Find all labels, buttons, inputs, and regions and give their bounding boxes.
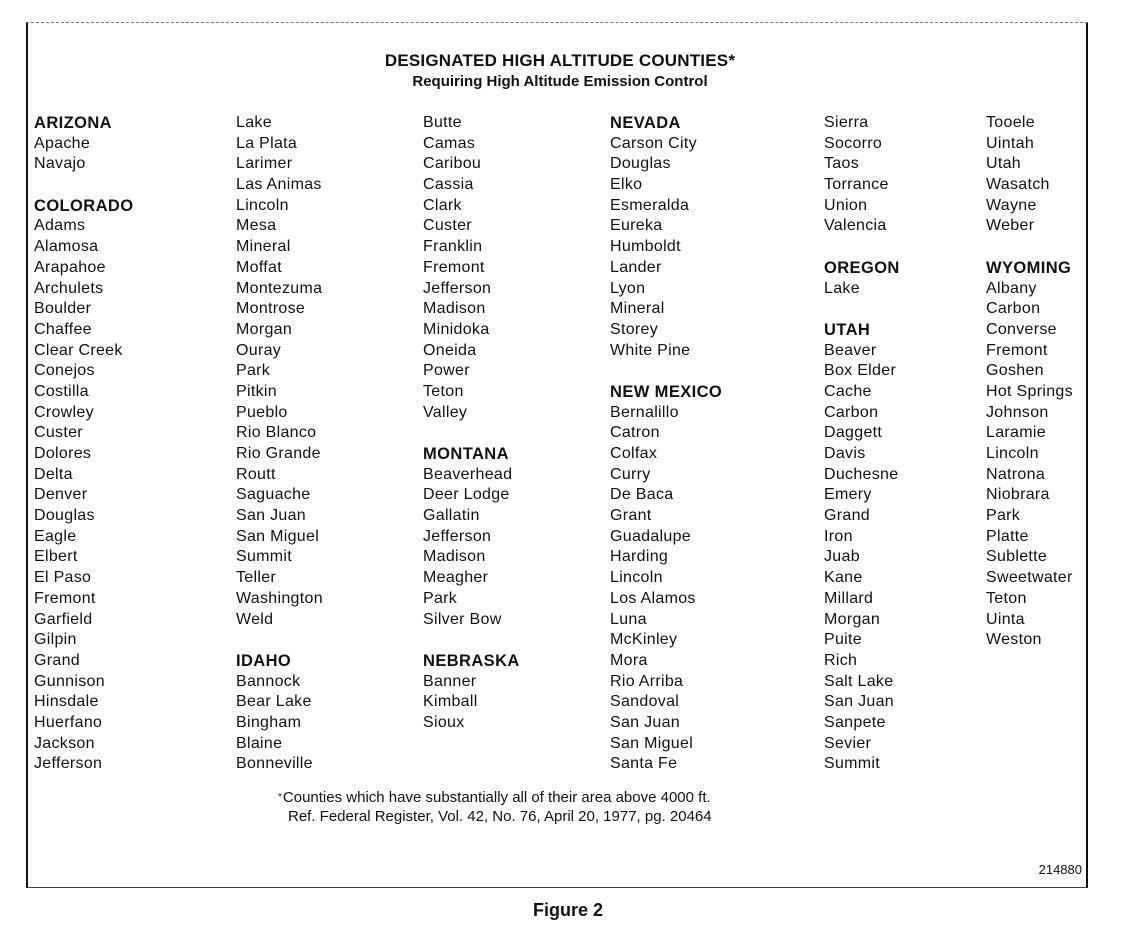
county-name: Sanpete — [824, 713, 886, 731]
county-name: Pueblo — [236, 403, 288, 421]
county-column-4 — [610, 113, 722, 775]
county-name: Power — [423, 362, 470, 380]
county-name: Rich — [824, 651, 858, 669]
state-heading: NEVADA — [610, 114, 681, 132]
county-name: Beaverhead — [423, 465, 513, 483]
footnote — [278, 788, 712, 826]
county-name: Garfield — [34, 610, 93, 628]
county-name: Davis — [824, 445, 866, 462]
footnote-reference: Ref. Federal Register, Vol. 42, No. 76, April 20, 1977, pg. 20464 — [288, 808, 712, 825]
county-name: Custer — [423, 217, 472, 235]
county-name: Teller — [236, 569, 277, 587]
county-name: San Juan — [236, 507, 307, 525]
county-name: Elko — [610, 176, 643, 194]
county-name: Beaver — [824, 341, 877, 359]
county-column-5 — [824, 113, 900, 775]
county-name: Meagher — [423, 569, 489, 587]
county-name: Park — [236, 362, 271, 380]
county-name: Crowley — [34, 403, 94, 421]
county-name: McKinley — [610, 631, 678, 649]
county-name: Iron — [824, 527, 853, 545]
footnote-line-1 — [278, 788, 712, 807]
figure-caption: Figure 2 — [532, 900, 603, 920]
county-name: Chaffee — [34, 320, 92, 338]
county-name: Teton — [423, 382, 464, 400]
county-name: White Pine — [610, 341, 691, 359]
county-name: Rio Grande — [236, 445, 321, 462]
county-name: Routt — [236, 465, 276, 483]
county-name: Wayne — [986, 196, 1037, 214]
county-name: Emery — [824, 486, 872, 504]
state-group — [423, 113, 520, 423]
county-name: Hinsdale — [34, 693, 99, 711]
county-name: Valley — [423, 403, 468, 421]
county-name: Grand — [824, 507, 870, 525]
county-name: Madison — [423, 548, 486, 566]
state-heading: WYOMING — [986, 258, 1072, 277]
county-name: Bonneville — [236, 755, 313, 773]
county-name: Teton — [986, 589, 1027, 607]
state-group — [986, 113, 1073, 237]
county-name: Larimer — [236, 155, 293, 173]
county-name: Arapahoe — [34, 258, 106, 276]
county-name: Converse — [986, 320, 1057, 338]
county-name: Jackson — [34, 734, 95, 752]
county-name: Sublette — [986, 548, 1048, 566]
county-name: Uintah — [986, 134, 1035, 152]
state-group — [986, 258, 1073, 651]
county-name: Dolores — [34, 445, 92, 462]
footnote-mark: * — [278, 792, 282, 803]
county-name: San Juan — [824, 693, 895, 711]
figure-frame — [26, 22, 1088, 888]
county-name: Platte — [986, 527, 1029, 545]
county-name: Torrance — [824, 176, 889, 194]
county-name: Gallatin — [423, 507, 480, 525]
state-group — [610, 113, 722, 361]
county-name: San Juan — [610, 713, 681, 731]
county-name: Lyon — [610, 279, 646, 297]
county-name: Luna — [610, 610, 647, 628]
county-name: Morgan — [824, 610, 881, 628]
county-name: Union — [824, 196, 868, 214]
county-name: Lincoln — [986, 445, 1039, 462]
county-name: Boulder — [34, 300, 92, 318]
county-name: Moffat — [236, 258, 282, 276]
county-name: Deer Lodge — [423, 486, 510, 504]
county-name: Blaine — [236, 734, 283, 752]
county-column-6 — [986, 113, 1073, 651]
county-name: Apache — [34, 134, 91, 152]
state-heading: NEW MEXICO — [610, 382, 723, 401]
county-name: Bernalillo — [610, 403, 679, 421]
county-name: Madison — [423, 300, 486, 318]
county-name: Valencia — [824, 217, 887, 235]
county-name: Alamosa — [34, 238, 99, 256]
county-name: Mineral — [610, 300, 665, 318]
county-name: Montezuma — [236, 279, 323, 297]
county-name: Goshen — [986, 362, 1044, 380]
state-heading: ARIZONA — [34, 114, 112, 132]
state-heading: NEBRASKA — [423, 651, 520, 670]
county-name: Carbon — [824, 403, 879, 421]
state-group — [824, 258, 900, 299]
county-name: Colfax — [610, 445, 658, 462]
county-name: Sioux — [423, 713, 465, 731]
county-name: Sierra — [824, 114, 869, 131]
county-column-3 — [423, 113, 520, 734]
state-group — [610, 382, 722, 775]
county-name: Utah — [986, 155, 1021, 173]
county-name: Park — [986, 507, 1021, 525]
county-name: Fremont — [986, 341, 1048, 359]
county-name: Carbon — [986, 300, 1041, 318]
county-name: Rio Arriba — [610, 672, 684, 690]
footnote-text: Counties which have substantially all of their area above 4000 ft. — [282, 789, 711, 806]
county-name: Santa Fe — [610, 755, 678, 773]
county-name: Morgan — [236, 320, 293, 338]
county-name: Bannock — [236, 672, 301, 690]
state-heading: IDAHO — [236, 651, 292, 670]
county-name: Ouray — [236, 341, 282, 359]
county-name: Daggett — [824, 424, 883, 442]
county-name: Mora — [610, 651, 648, 669]
county-name: Laramie — [986, 424, 1046, 442]
county-name: Gunnison — [34, 672, 105, 690]
county-name: Las Animas — [236, 176, 322, 194]
county-name: Summit — [824, 755, 881, 773]
county-name: Carson City — [610, 134, 697, 152]
county-name: Fremont — [34, 589, 96, 607]
page-title: DESIGNATED HIGH ALTITUDE COUNTIES* — [384, 51, 736, 70]
county-name: Fremont — [423, 258, 485, 276]
county-name: Navajo — [34, 155, 86, 173]
county-name: Denver — [34, 486, 88, 504]
county-name: Weber — [986, 217, 1035, 235]
county-name: Jefferson — [34, 755, 103, 773]
county-name: Washington — [236, 589, 323, 607]
county-name: Conejos — [34, 362, 95, 380]
county-name: Jefferson — [423, 527, 492, 545]
state-heading: UTAH — [824, 320, 871, 339]
county-name: San Miguel — [236, 527, 320, 545]
county-name: Lake — [236, 114, 272, 131]
county-name: Natrona — [986, 465, 1046, 483]
county-column-1 — [34, 113, 133, 775]
county-name: Caribou — [423, 155, 482, 173]
county-name: Costilla — [34, 382, 89, 400]
county-name: Lake — [824, 279, 860, 297]
county-name: Cassia — [423, 176, 474, 194]
county-name: Niobrara — [986, 486, 1050, 504]
county-name: Eagle — [34, 527, 77, 545]
state-group — [236, 651, 323, 775]
county-name: Grant — [610, 507, 652, 525]
county-name: Custer — [34, 424, 83, 442]
county-name: Wasatch — [986, 176, 1050, 194]
county-name: Puite — [824, 631, 862, 649]
county-name: Lincoln — [610, 569, 663, 587]
reference-number: 214880 — [1038, 862, 1082, 877]
county-name: Kimball — [423, 693, 478, 711]
county-name: Clark — [423, 196, 462, 214]
county-name: Pitkin — [236, 382, 277, 400]
county-name: Gilpin — [34, 631, 77, 649]
county-name: Curry — [610, 465, 651, 483]
county-name: Millard — [824, 589, 874, 607]
county-name: Rio Blanco — [236, 424, 317, 442]
state-group — [423, 444, 520, 630]
county-name: Bear Lake — [236, 693, 312, 711]
county-name: Hot Springs — [986, 382, 1073, 400]
state-group — [423, 651, 520, 734]
county-name: Lincoln — [236, 196, 289, 214]
county-name: Mesa — [236, 217, 277, 235]
page-subtitle: Requiring High Altitude Emission Control — [412, 73, 708, 90]
county-name: Adams — [34, 217, 86, 235]
county-name: Camas — [423, 134, 476, 152]
county-name: Delta — [34, 465, 73, 483]
county-name: Taos — [824, 155, 859, 173]
state-group — [824, 113, 900, 237]
county-name: El Paso — [34, 569, 92, 587]
county-name: Bingham — [236, 713, 302, 731]
county-name: Elbert — [34, 548, 78, 566]
county-name: Clear Creek — [34, 341, 123, 359]
county-name: Douglas — [34, 507, 95, 525]
county-name: Park — [423, 589, 458, 607]
county-name: Franklin — [423, 238, 483, 256]
county-name: Weld — [236, 610, 274, 628]
county-name: Jefferson — [423, 279, 492, 297]
state-group — [236, 113, 323, 630]
county-name: Archulets — [34, 279, 104, 297]
county-name: Albany — [986, 279, 1037, 297]
county-name: Kane — [824, 569, 863, 587]
county-name: Socorro — [824, 134, 883, 152]
county-name: De Baca — [610, 486, 674, 504]
county-name: Weston — [986, 631, 1042, 649]
county-name: Eureka — [610, 217, 663, 235]
county-name: Douglas — [610, 155, 671, 173]
state-heading: MONTANA — [423, 445, 509, 463]
state-heading: OREGON — [824, 258, 900, 277]
county-name: Esmeralda — [610, 196, 690, 214]
county-name: Sweetwater — [986, 569, 1073, 587]
county-name: Butte — [423, 114, 462, 131]
county-name: Tooele — [986, 114, 1035, 131]
state-heading: COLORADO — [34, 196, 134, 215]
county-name: Duchesne — [824, 465, 899, 483]
county-name: La Plata — [236, 134, 298, 152]
state-group — [824, 320, 900, 775]
county-name: Grand — [34, 651, 80, 669]
figure-frame-top-edge — [26, 22, 1088, 23]
county-name: Harding — [610, 548, 669, 566]
county-column-2 — [236, 113, 323, 775]
county-name: Box Elder — [824, 362, 897, 380]
county-name: Cache — [824, 382, 872, 400]
county-name: Silver Bow — [423, 610, 502, 628]
county-name: Oneida — [423, 341, 477, 359]
county-name: Mineral — [236, 238, 291, 256]
county-name: Salt Lake — [824, 672, 894, 690]
county-name: Los Alamos — [610, 589, 696, 607]
county-name: Humboldt — [610, 238, 681, 256]
county-name: Uinta — [986, 610, 1025, 628]
county-name: Johnson — [986, 403, 1049, 421]
state-group — [34, 196, 133, 775]
county-name: Storey — [610, 320, 659, 338]
county-name: Montrose — [236, 300, 306, 318]
county-name: Sevier — [824, 734, 872, 752]
county-name: Sandoval — [610, 693, 680, 711]
county-name: Summit — [236, 548, 293, 566]
county-name: Huerfano — [34, 713, 103, 731]
county-name: Juab — [824, 548, 860, 566]
county-name: Lander — [610, 258, 662, 276]
county-name: Catron — [610, 424, 660, 442]
county-name: Saguache — [236, 486, 311, 504]
state-group — [34, 113, 133, 175]
county-name: Banner — [423, 672, 477, 690]
county-name: Minidoka — [423, 320, 490, 338]
county-name: San Miguel — [610, 734, 694, 752]
county-name: Guadalupe — [610, 527, 691, 545]
